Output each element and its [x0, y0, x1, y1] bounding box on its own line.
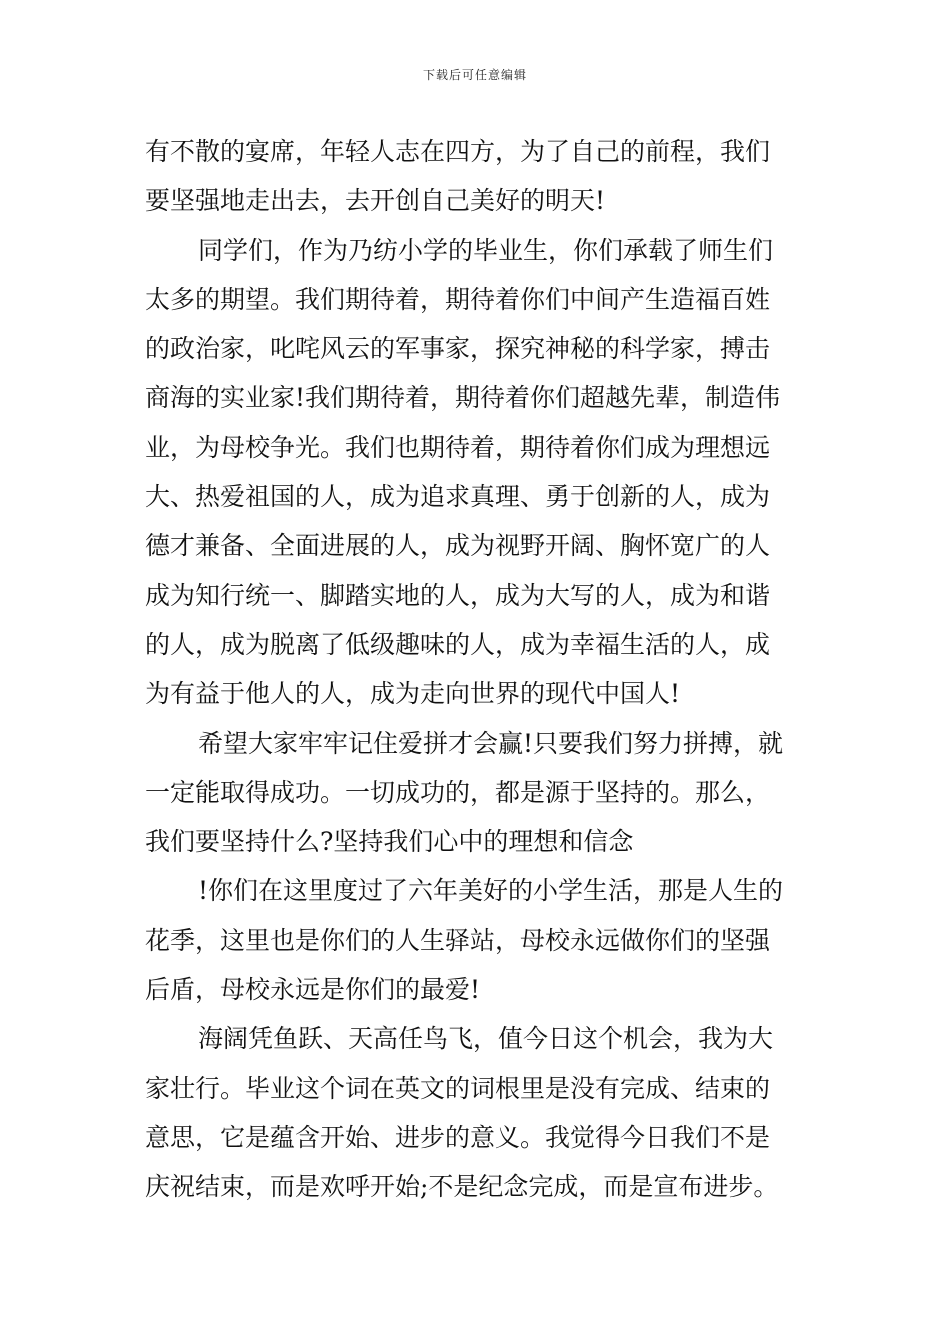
text-line-8: 大、热爱祖国的人，成为追求真理、勇于创新的人，成为	[145, 482, 771, 512]
text-line-11: 的人，成为脱离了低级趣味的人，成为幸福生活的人，成	[145, 629, 771, 659]
text-line-18: 后盾，母校永远是你们的最爱!	[145, 975, 481, 1005]
text-line-3: 同学们，作为乃纺小学的毕业生，你们承载了师生们	[198, 235, 774, 265]
text-line-10: 成为知行统一、脚踏实地的人，成为大写的人，成为和谐	[145, 580, 771, 610]
text-line-14: 一定能取得成功。一切成功的，都是源于坚持的。那么，	[145, 777, 771, 807]
text-line-15: 我们要坚持什么?坚持我们心中的理想和信念	[145, 827, 634, 857]
text-line-5: 的政治家，叱咤风云的军事家，探究神秘的科学家，搏击	[145, 334, 771, 364]
text-line-4: 太多的期望。我们期待着，期待着你们中间产生造福百姓	[145, 284, 771, 314]
text-line-1: 有不散的宴席，年轻人志在四方，为了自己的前程，我们	[145, 137, 771, 166]
document-body	[145, 127, 810, 1212]
text-line-16: !你们在这里度过了六年美好的小学生活，那是人生的	[198, 876, 784, 906]
text-line-2: 要坚强地走出去，去开创自己美好的明天!	[145, 186, 606, 216]
text-line-17: 花季，这里也是你们的人生驿站，母校永远做你们的坚强	[145, 925, 771, 955]
text-line-20: 家壮行。毕业这个词在英文的词根里是没有完成、结束的	[145, 1073, 771, 1103]
text-line-6: 商海的实业家!我们期待着，期待着你们超越先辈，制造伟	[145, 383, 781, 413]
text-line-13: 希望大家牢牢记住爱拼才会赢!只要我们努力拼搏，就	[198, 728, 784, 758]
text-line-9: 德才兼备、全面进展的人，成为视野开阔、胸怀宽广的人	[145, 531, 771, 561]
text-line-22: 庆祝结束，而是欢呼开始;不是纪念完成，而是宣布进步。	[145, 1172, 779, 1202]
text-line-7: 业，为母校争光。我们也期待着，期待着你们成为理想远	[145, 432, 771, 462]
page-header: 下载后可任意编辑	[422, 68, 527, 82]
text-line-21: 意思，它是蕴含开始、进步的意义。我觉得今日我们不是	[145, 1122, 771, 1152]
text-line-12: 为有益于他人的人，成为走向世界的现代中国人!	[145, 679, 681, 709]
text-line-19: 海阔凭鱼跃、天高任鸟飞，值今日这个机会，我为大	[198, 1024, 774, 1054]
